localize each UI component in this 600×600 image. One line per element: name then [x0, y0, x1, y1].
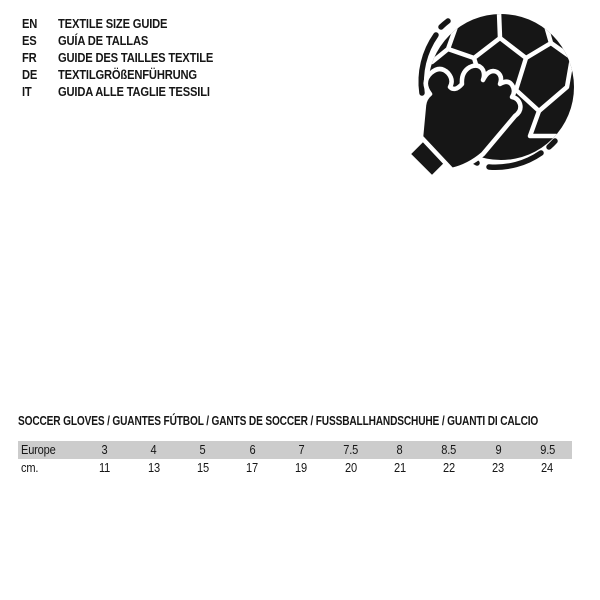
language-code: IT	[22, 84, 32, 99]
table-title	[18, 413, 600, 428]
cm-size-cell: 20	[344, 460, 357, 475]
europe-size-cell: 7	[298, 442, 305, 457]
europe-size-cell: 8.5	[441, 442, 457, 457]
table-row-europe	[18, 441, 572, 459]
cm-size-cell: 13	[147, 460, 160, 475]
language-code: EN	[22, 16, 38, 31]
europe-size-cell: 5	[199, 442, 206, 457]
guide-title-es: GUÍA DE TALLAS	[58, 33, 149, 48]
cm-size-cell: 22	[443, 460, 455, 475]
table-row-cm	[18, 459, 572, 477]
europe-size-cell: 7.5	[343, 442, 359, 457]
cm-size-cell: 19	[295, 460, 308, 475]
cm-size-cell: 15	[197, 460, 209, 475]
cm-size-cell: 24	[541, 460, 554, 475]
glove-soccer-ball-icon	[405, 5, 580, 195]
guide-title-de: TEXTILGRÖßENFÜHRUNG	[58, 67, 197, 82]
guide-title-en: TEXTILE SIZE GUIDE	[58, 16, 168, 31]
cm-size-cell: 11	[99, 460, 111, 475]
europe-size-cell: 9	[495, 442, 502, 457]
language-code: FR	[22, 50, 37, 65]
row-label-cm: cm.	[21, 460, 39, 475]
cm-size-cell: 21	[393, 460, 406, 475]
table-title-text: SOCCER GLOVES / GUANTES FÚTBOL / GANTS DE SOCCER / FUSSBALLHANDSCHUHE / GUANTI DI CALCIO	[18, 413, 539, 428]
europe-size-cell: 4	[150, 442, 157, 457]
europe-size-cell: 6	[249, 442, 256, 457]
language-code: ES	[22, 33, 37, 48]
language-code: DE	[22, 67, 38, 82]
guide-title-fr: GUIDE DES TAILLES TEXTILE	[58, 50, 214, 65]
size-table	[18, 441, 572, 477]
row-label-europe: Europe	[21, 442, 56, 457]
europe-size-cell: 8	[396, 442, 403, 457]
guide-title-it: GUIDA ALLE TAGLIE TESSILI	[58, 84, 210, 99]
europe-size-cell: 3	[101, 442, 108, 457]
europe-size-cell: 9.5	[539, 442, 555, 457]
cm-size-cell: 23	[492, 460, 505, 475]
cm-size-cell: 17	[246, 460, 259, 475]
